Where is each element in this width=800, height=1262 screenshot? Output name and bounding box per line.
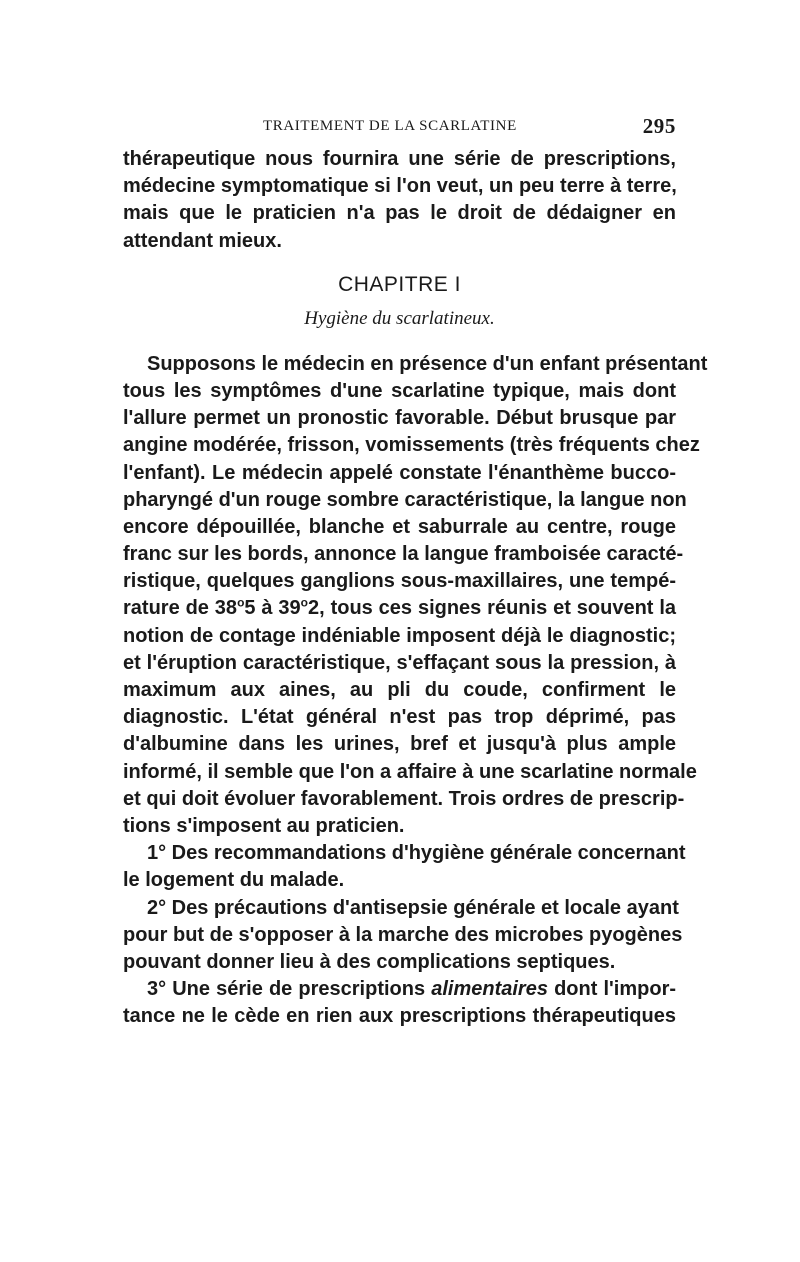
text-line: notion de contage indéniable imposent déjà le diagnostic; <box>123 624 676 647</box>
text-line: médecine symptomatique si l'on veut, un peu terre à terre, <box>123 175 677 198</box>
text-line: informé, il semble que l'on a affaire à une scarlatine normale <box>123 760 697 783</box>
text-line: diagnostic. L'état général n'est pas trop déprimé, pas <box>123 706 676 729</box>
text-line: 2° Des précautions d'antisepsie générale et locale ayant <box>147 896 679 919</box>
text-line: d'albumine dans les urines, bref et jusqu'à plus ample <box>123 733 676 756</box>
text-line: thérapeutique nous fournira une série de prescriptions, <box>123 148 676 170</box>
text-line: l'allure permet un pronostic favorable. Début brusque par <box>123 407 676 430</box>
text-line: franc sur les bords, annonce la langue framboisée caracté- <box>123 543 684 566</box>
paragraph-main <box>123 351 708 840</box>
text-line: tions s'imposent au praticien. <box>123 814 405 837</box>
text-line: mais que le praticien n'a pas le droit de dédaigner en <box>123 202 676 225</box>
text-line: tance ne le cède en rien aux prescriptions thérapeutiques <box>123 1005 676 1028</box>
running-title: TRAITEMENT DE LA SCARLATINE <box>263 118 517 134</box>
text-fragment: 3° Une série de prescriptions <box>147 978 432 1001</box>
list-item-alimentary <box>123 976 676 1030</box>
text-line: encore dépouillée, blanche et saburrale au centre, rouge <box>123 515 676 538</box>
degree-mark: o <box>300 595 309 610</box>
text-line-temperature <box>123 595 676 622</box>
chapter-heading: CHAPITRE I <box>338 272 461 296</box>
degree-mark: o <box>237 595 245 610</box>
paragraph-continuation <box>123 146 676 255</box>
text-line: maximum aux aines, au pli du coude, confirment le <box>123 679 676 701</box>
text-line: 1° Des recommandations d'hygiène générale concernant <box>147 842 686 865</box>
text-fragment: rature de 38 <box>123 597 238 620</box>
text-line: l'enfant). Le médecin appelé constate l'énanthème bucco- <box>123 461 676 484</box>
chapter-subtitle: Hygiène du scarlatineux. <box>304 307 495 329</box>
text-line: pharyngé d'un rouge sombre caractéristique, la langue non <box>123 488 687 511</box>
text-line: et qui doit évoluer favorablement. Trois ordres de prescrip- <box>123 787 685 810</box>
text-fragment: 5 à 39 <box>244 597 301 620</box>
text-line: le logement du malade. <box>123 869 345 892</box>
list-item-hygiene <box>123 840 686 894</box>
text-line: et l'éruption caractéristique, s'effaçant sous la pression, à <box>123 651 676 674</box>
text-line: angine modérée, frisson, vomissements (très fréquents chez <box>123 434 700 457</box>
list-item-antisepsis <box>123 895 683 977</box>
text-line: tous les symptômes d'une scarlatine typique, mais dont <box>123 379 676 402</box>
text-line: pour but de s'opposer à la marche des microbes pyogènes <box>123 923 683 946</box>
text-line: pouvant donner lieu à des complications septiques. <box>123 950 616 973</box>
text-line: Supposons le médecin en présence d'un enfant présentant <box>147 352 708 375</box>
running-header <box>123 114 676 138</box>
text-line: attendant mieux. <box>123 229 282 252</box>
text-fragment: dont l'impor- <box>547 978 677 1001</box>
text-line <box>123 976 676 1003</box>
text-fragment: 2, tous ces signes réunis et souvent la <box>308 597 677 620</box>
page-number: 295 <box>642 114 676 138</box>
text-line: ristique, quelques ganglions sous-maxillaires, une tempé- <box>123 570 676 593</box>
page-body <box>123 146 708 1030</box>
emphasis-text: alimentaires <box>431 978 548 1001</box>
